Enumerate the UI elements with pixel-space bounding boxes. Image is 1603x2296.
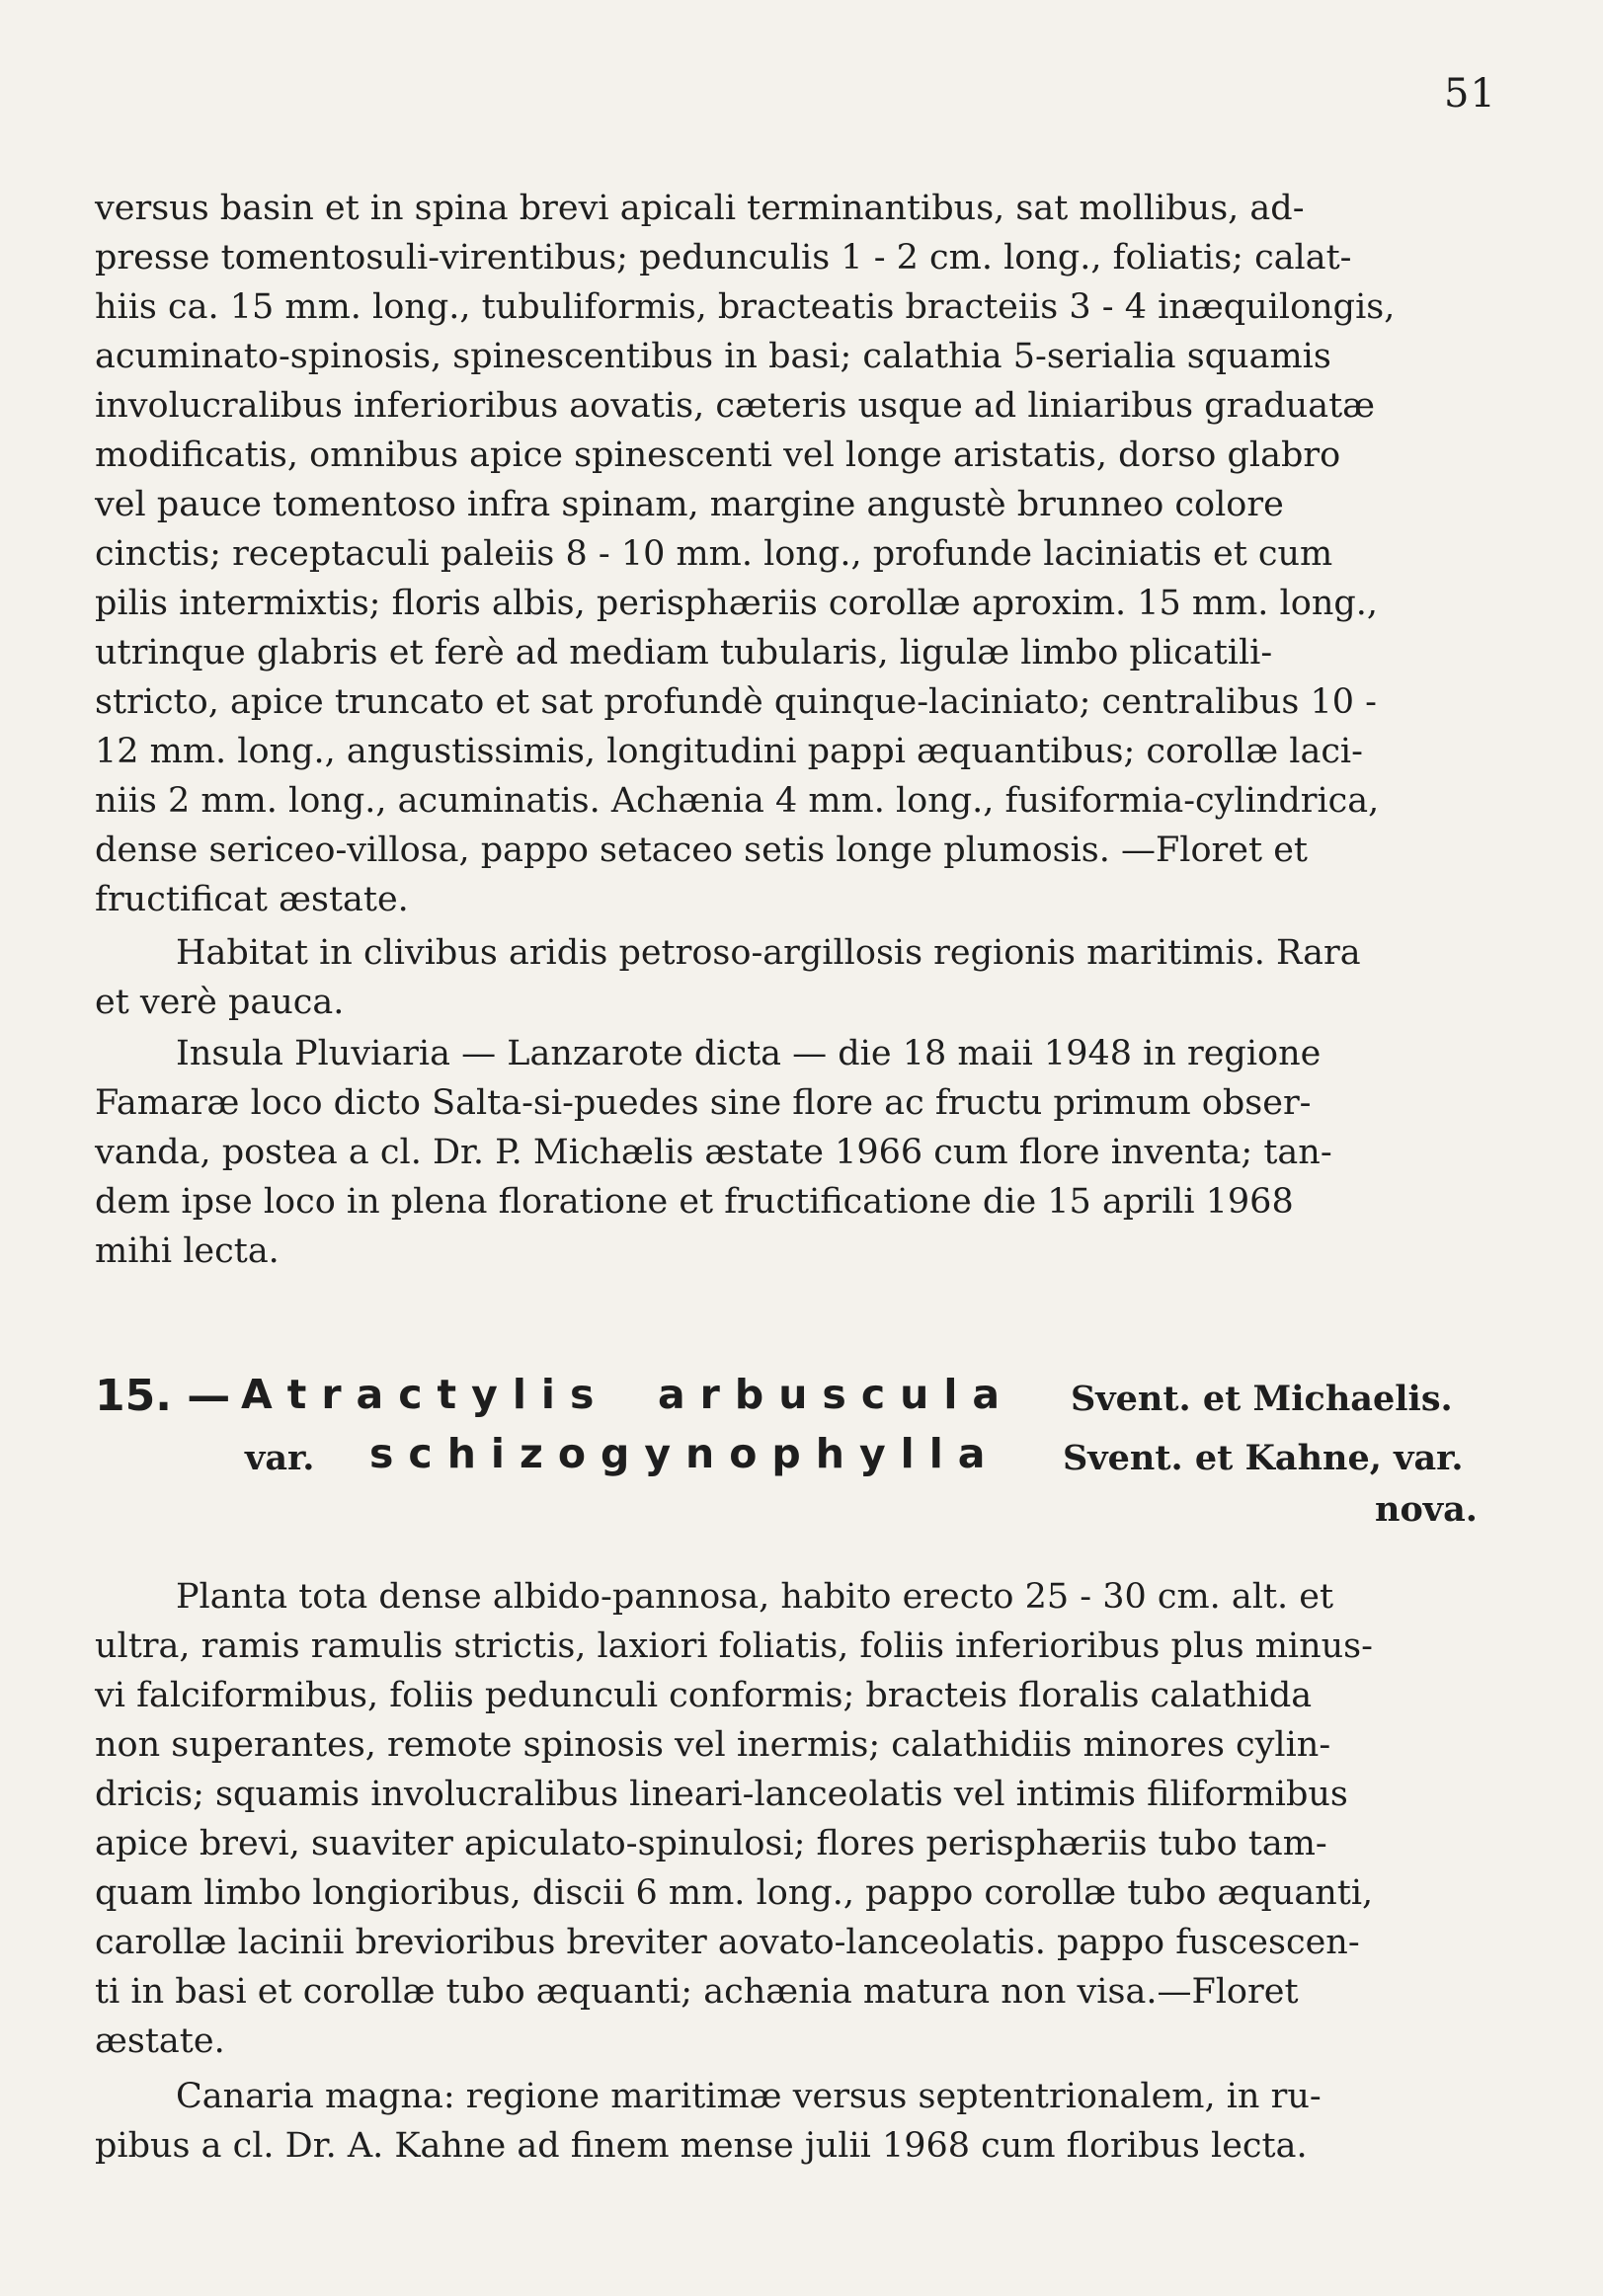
text-line: dem ipse loco in plena floratione et fructificatione die 15 aprili 1968 bbox=[95, 1182, 1294, 1222]
text-line: æstate. bbox=[95, 2021, 225, 2061]
nova-label: nova. bbox=[1375, 1489, 1478, 1530]
species-14-description bbox=[95, 184, 1491, 924]
text-line: involucralibus inferioribus aovatis, cæteris usque ad liniaribus graduatæ bbox=[95, 386, 1376, 426]
species-epithet: arbuscula bbox=[658, 1371, 1015, 1418]
text-line: pibus a cl. Dr. A. Kahne ad finem mense julii 1968 cum floribus lecta. bbox=[95, 2126, 1308, 2166]
text-line: Habitat in clivibus aridis petroso-argillosis regionis maritimis. Rara bbox=[176, 933, 1361, 973]
text-line: ti in basi et corollæ tubo æquanti; achænia matura non visa.—Floret bbox=[95, 1972, 1299, 2012]
text-line: utrinque glabris et ferè ad mediam tubularis, ligulæ limbo plicatili- bbox=[95, 633, 1273, 673]
text-line: vi falciformibus, foliis pedunculi conformis; bracteis floralis calathida bbox=[95, 1676, 1313, 1715]
text-line: stricto, apice truncato et sat profundè quinque-laciniato; centralibus 10 - bbox=[95, 682, 1377, 722]
text-line: pilis intermixtis; floris albis, perisphæriis corollæ aproxim. 15 mm. long., bbox=[95, 584, 1379, 623]
genus-name: Atractylis bbox=[241, 1371, 609, 1418]
species-14-habitat bbox=[95, 928, 1491, 1027]
species-authority: Svent. et Michaelis. bbox=[1071, 1379, 1453, 1419]
species-number: 15. — bbox=[95, 1371, 231, 1421]
text-line: presse tomentosuli-virentibus; pedunculis 1 - 2 cm. long., foliatis; calat- bbox=[95, 238, 1352, 277]
text-line: acuminato-spinosis, spinescentibus in basi; calathia 5-serialia squamis bbox=[95, 337, 1331, 376]
text-line: Insula Pluviaria — Lanzarote dicta — die 18 maii 1948 in regione bbox=[176, 1034, 1322, 1073]
text-line: quam limbo longioribus, discii 6 mm. long., pappo corollæ tubo æquanti, bbox=[95, 1873, 1374, 1913]
variety-name: schizogynophylla bbox=[369, 1430, 1001, 1477]
text-line: apice brevi, suaviter apiculato-spinulosi; flores perisphæriis tubo tam- bbox=[95, 1824, 1327, 1863]
text-line: Famaræ loco dicto Salta-si-puedes sine flore ac fructu primum obser- bbox=[95, 1083, 1312, 1123]
text-line: fructificat æstate. bbox=[95, 880, 409, 919]
text-line: non superantes, remote spinosis vel inermis; calathidiis minores cylin- bbox=[95, 1725, 1331, 1765]
text-line: niis 2 mm. long., acuminatis. Achænia 4 mm. long., fusiformia-cylindrica, bbox=[95, 781, 1380, 821]
text-line: Planta tota dense albido-pannosa, habito erecto 25 - 30 cm. alt. et bbox=[176, 1577, 1334, 1617]
text-line: ultra, ramis ramulis strictis, laxiori foliatis, foliis inferioribus plus minus- bbox=[95, 1626, 1373, 1666]
text-line: hiis ca. 15 mm. long., tubuliformis, bracteatis bracteiis 3 - 4 inæquilongis, bbox=[95, 287, 1396, 327]
text-line: modificatis, omnibus apice spinescenti vel longe aristatis, dorso glabro bbox=[95, 435, 1341, 475]
text-line: cinctis; receptaculi paleiis 8 - 10 mm. long., profunde laciniatis et cum bbox=[95, 534, 1333, 574]
text-line: mihi lecta. bbox=[95, 1231, 280, 1271]
text-line: Canaria magna: regione maritimæ versus septentrionalem, in ru- bbox=[176, 2077, 1322, 2116]
page-number: 51 bbox=[1444, 71, 1496, 117]
variety-authority: Svent. et Kahne, var. bbox=[1063, 1438, 1464, 1478]
species-15-locality bbox=[95, 2072, 1491, 2171]
text-line: carollæ lacinii brevioribus breviter aovato-lanceolatis. pappo fuscescen- bbox=[95, 1923, 1360, 1962]
text-line: dricis; squamis involucralibus lineari-lanceolatis vel intimis filiformibus bbox=[95, 1775, 1348, 1814]
text-line: et verè pauca. bbox=[95, 983, 345, 1022]
text-line: 12 mm. long., angustissimis, longitudini pappi æquantibus; corollæ laci- bbox=[95, 732, 1363, 771]
text-line: versus basin et in spina brevi apicali terminantibus, sat mollibus, ad- bbox=[95, 189, 1305, 228]
text-line: vel pauce tomentoso infra spinam, margine angustè brunneo colore bbox=[95, 485, 1284, 524]
text-line: vanda, postea a cl. Dr. P. Michælis æstate 1966 cum flore inventa; tan- bbox=[95, 1133, 1332, 1172]
species-15-description bbox=[95, 1572, 1491, 2066]
species-14-locality bbox=[95, 1029, 1491, 1276]
var-label: var. bbox=[245, 1438, 315, 1478]
text-line: dense sericeo-villosa, pappo setaceo setis longe plumosis. —Floret et bbox=[95, 831, 1308, 870]
